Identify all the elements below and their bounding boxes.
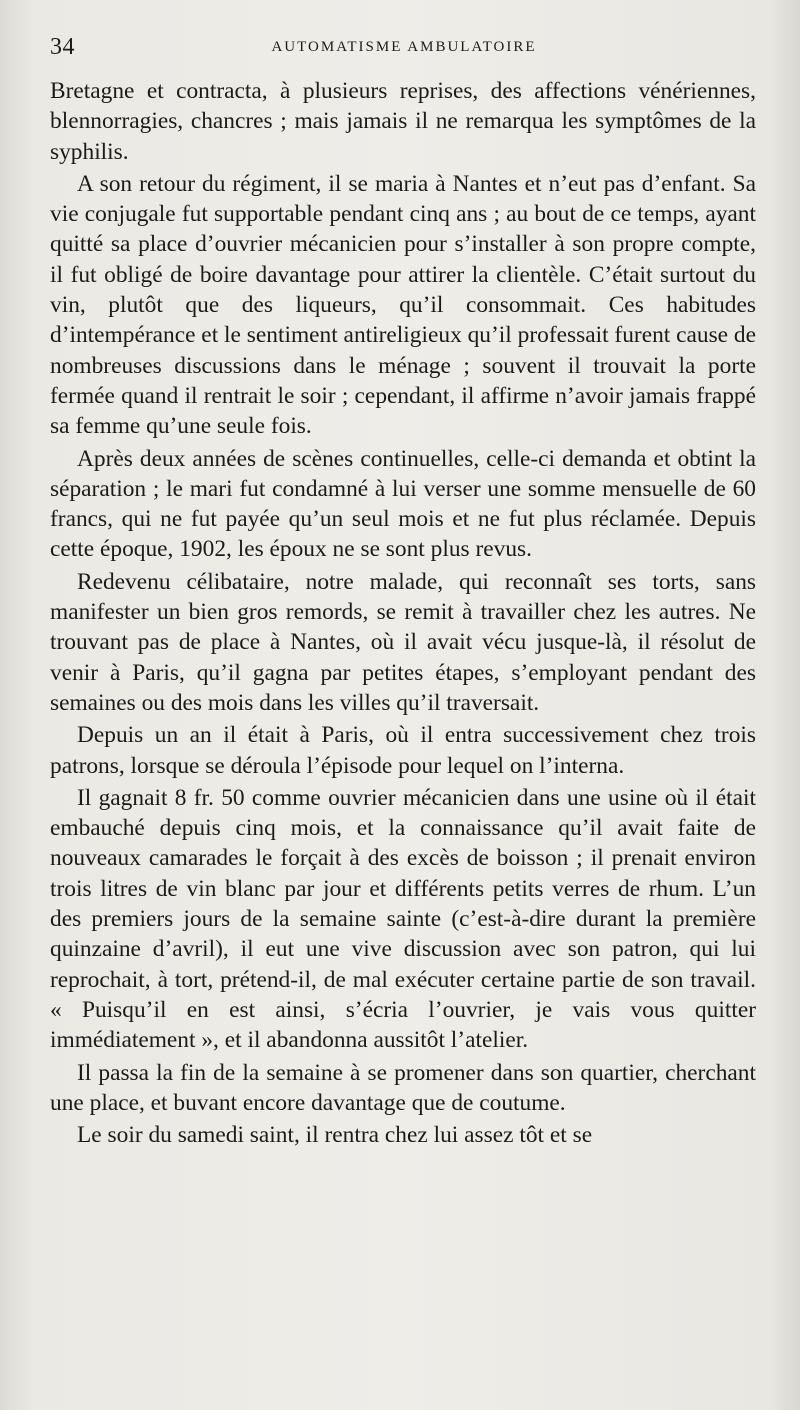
paragraph-1: Bretagne et contracta, à plusieurs reprises, des affections vénériennes, blennorragies, chancres ; mais jamais il ne remarqua les symptômes de la syphilis. <box>50 78 756 165</box>
paragraph-6: Il gagnait 8 fr. 50 comme ouvrier mécanicien dans une usine où il était embauché depuis cinq mois, et la connaissance qu’il avait faite de nouveaux camarades le forçait à des excès de boisson ; il prenait environ trois litres de vin blanc par jour et différents petits verres de rhum. L’un des premiers jours de la semaine sainte (c’est-à-dire durant la première quinzaine d’avril), il eut une vive discussion avec son patron, qui lui reprochait, à tort, prétend-il, de mal exécuter certaine partie de son travail. « Puisqu’il en est ainsi, s’écria l’ouvrier, je vais vous quitter immédiatement », et il abandonna aussitôt l’atelier. <box>50 784 756 1054</box>
page-header <box>50 34 758 64</box>
paragraph-5: Depuis un an il était à Paris, où il entra successivement chez trois patrons, lorsque se déroula l’épisode pour lequel on l’interna. <box>50 722 756 779</box>
paragraph-7: Il passa la fin de la semaine à se promener dans son quartier, cherchant une place, et buvant encore davantage que de coutume. <box>50 1059 756 1116</box>
body-text <box>50 76 756 1150</box>
paragraph-2: A son retour du régiment, il se maria à Nantes et n’eut pas d’enfant. Sa vie conjugale fut supportable pendant cinq ans ; au bout de ce temps, ayant quitté sa place d’ouvrier mécanicien pour s’installer à son propre compte, il fut obligé de boire davantage pour attirer la clientèle. C’était surtout du vin, plutôt que des liqueurs, qu’il consommait. Ces habitudes d’intempérance et le sentiment antireligieux qu’il professait furent cause de nombreuses discussions dans le ménage ; souvent il trouvait la porte fermée quand il rentrait le soir ; cependant, il affirme n’avoir jamais frappé sa femme qu’une seule fois. <box>50 170 756 440</box>
paragraph-8: Le soir du samedi saint, il rentra chez lui assez tôt et se <box>77 1122 593 1149</box>
page-number: 34 <box>50 34 75 60</box>
running-title: AUTOMATISME AMBULATOIRE <box>271 39 537 55</box>
paragraph-3: Après deux années de scènes continuelles, celle-ci demanda et obtint la séparation ; le mari fut condamné à lui verser une somme mensuelle de 60 francs, qui ne fut payée qu’un seul mois et ne fut plus réclamée. Depuis cette époque, 1902, les époux ne se sont plus revus. <box>50 445 756 563</box>
paragraph-4: Redevenu célibataire, notre malade, qui reconnaît ses torts, sans manifester un bien gros remords, se remit à travailler chez les autres. Ne trouvant pas de place à Nantes, où il avait vécu jusque-là, il résolut de venir à Paris, qu’il gagna par petites étapes, s’employant pendant des semaines ou des mois dans les villes qu’il traversait. <box>50 568 756 716</box>
